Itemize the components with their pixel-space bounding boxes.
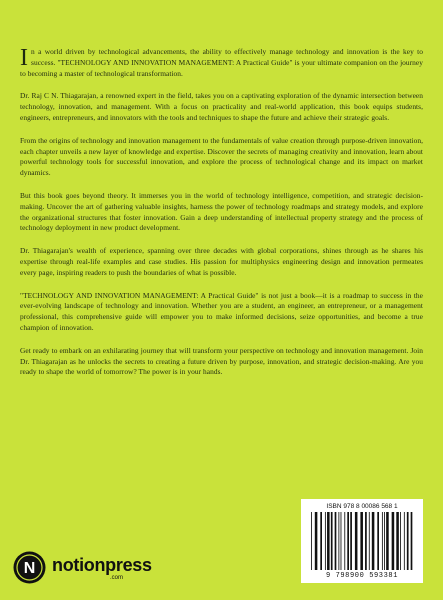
- barcode-bar: [311, 512, 312, 570]
- barcode-bar: [372, 512, 375, 570]
- barcode-bar: [377, 512, 379, 570]
- barcode-bar: [392, 512, 395, 570]
- barcode-bar: [360, 512, 363, 570]
- barcode-bars: [309, 512, 415, 570]
- blurb-paragraph: Get ready to embark on an exhilarating journey that will transform your perspective on technology and innovation management. Join Dr. Thiagarajan as he unlocks the secrets to creating a future driven by purpose, innovation, and strategic decision-making. Are you ready to shape the world of tomorrow? The power is in your hands.: [20, 345, 423, 377]
- blurb-paragraph: In a world driven by technological advancements, the ability to effectively manage technology and innovation is the key to success. "TECHNOLOGY AND INNOVATION MANAGEMENT: A Practical Guide" is your ultimate companion on the journey to becoming a master of technological transformation.: [20, 45, 423, 78]
- blurb-paragraph: Dr. Thiagarajan's wealth of experience, spanning over three decades with global corporations, shines through as he shares his expertise through real-life examples and case studies. His passion for multiphysics engineering design and innovation permeates every page, inspiring readers to push the boundaries of what is possible.: [20, 246, 423, 277]
- barcode-bar: [338, 512, 339, 570]
- publisher-domain: .com: [110, 575, 124, 581]
- barcode-bar: [344, 512, 345, 570]
- barcode-bar: [400, 512, 401, 570]
- barcode: [301, 499, 423, 583]
- barcode-bar: [365, 512, 367, 570]
- notionpress-logo-icon: [13, 551, 46, 584]
- logo-letter: N: [23, 560, 36, 577]
- barcode-bar: [411, 512, 413, 570]
- blurb-paragraph: From the origins of technology and innovation management to the fundamentals of value creation through purpose-driven innovation, each chapter unveils a new layer of knowledge and expertise. Discover the secrets of managing creativity and innovation, learn about powerful technology tools for successful innovation, and explore the process of technological change and its impact on market dynamics.: [20, 135, 423, 178]
- barcode-bar: [350, 512, 352, 570]
- barcode-bar: [341, 512, 342, 570]
- blurb-paragraph: But this book goes beyond theory. It immerses you in the world of technology intelligence, competition, and strategic decision-making. Uncover the art of gathering valuable insights, harness the power of technology roadmaps and strategy models, and explore the organizational structures that foster innovation. Gain a deep understanding of intellectual property strategy and the process of technology deployment in new product development.: [20, 190, 423, 233]
- barcode-bar: [382, 512, 383, 570]
- publisher-logo: [13, 551, 173, 585]
- barcode-bar: [384, 512, 385, 570]
- barcode-bar: [315, 512, 318, 570]
- barcode-bar: [331, 512, 333, 570]
- barcode-bar: [325, 512, 326, 570]
- blurb-paragraph: Dr. Raj C N. Thiagarajan, a renowned expert in the field, takes you on a captivating exploration of the dynamic intersection between technology, innovation, and management. With a focus on practicality and real-world application, this book equips students, engineers, entrepreneurs, and innovators with the tools and techniques to shape the future and achieve their strategic goals.: [20, 91, 423, 122]
- barcode-bar: [335, 512, 337, 570]
- barcode-bar: [355, 512, 358, 570]
- blurb: [20, 47, 423, 390]
- barcode-bar: [347, 512, 349, 570]
- isbn-label: ISBN 978 8 00086 568 1: [326, 503, 398, 510]
- barcode-bar: [327, 512, 330, 570]
- barcode-bar: [320, 512, 322, 570]
- publisher-name: notionpress: [52, 555, 152, 575]
- barcode-bar: [404, 512, 405, 570]
- barcode-bar: [407, 512, 409, 570]
- barcode-bar: [369, 512, 370, 570]
- blurb-paragraph: "TECHNOLOGY AND INNOVATION MANAGEMENT: A Practical Guide" is not just a book—it is a roadmap to success in the ever-evolving landscape of technology and innovation. Whether you are a student, an engineer, an entrepreneur, or a management professional, this comprehensive guide will empower you to make informed decisions, seize opportunities, and become a true champion of innovation.: [20, 290, 423, 332]
- barcode-digits: 9 798900 593381: [325, 572, 398, 580]
- barcode-bar: [386, 512, 389, 570]
- barcode-bar: [396, 512, 399, 570]
